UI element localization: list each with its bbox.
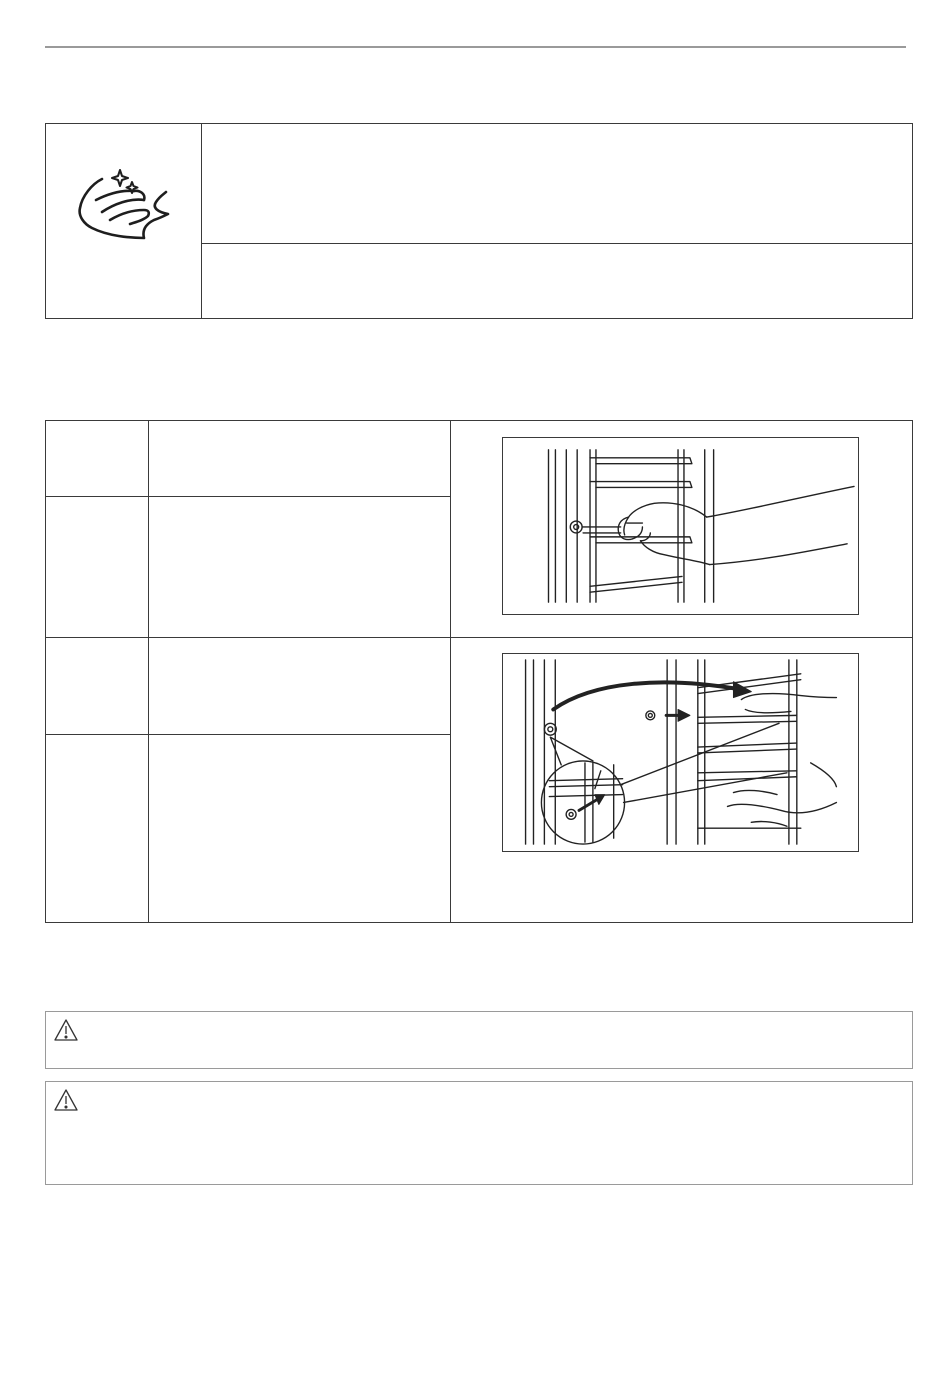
illustration-pull-rail <box>502 437 859 615</box>
step-text <box>149 497 450 637</box>
step-number <box>46 421 148 496</box>
step-text <box>149 638 450 734</box>
care-text-row-1 <box>202 124 912 243</box>
care-table <box>45 123 913 319</box>
step-text <box>149 421 450 496</box>
step-number <box>46 497 148 637</box>
cleaning-hand-sparkle-icon <box>74 164 174 244</box>
rail-table-col-divider-2 <box>450 421 451 922</box>
header-rule <box>45 46 906 48</box>
step-text <box>149 735 450 922</box>
care-text-row-2 <box>202 244 912 318</box>
warning-box-1 <box>45 1011 913 1069</box>
step-number <box>46 735 148 922</box>
illustration-detach-rail <box>502 653 859 852</box>
step-number <box>46 638 148 734</box>
care-icon-cell <box>46 124 201 318</box>
warning-triangle-icon <box>53 1088 79 1112</box>
warning-box-2 <box>45 1081 913 1185</box>
warning-triangle-icon <box>53 1018 79 1042</box>
warning-text <box>86 1012 906 1068</box>
warning-text <box>86 1082 906 1184</box>
